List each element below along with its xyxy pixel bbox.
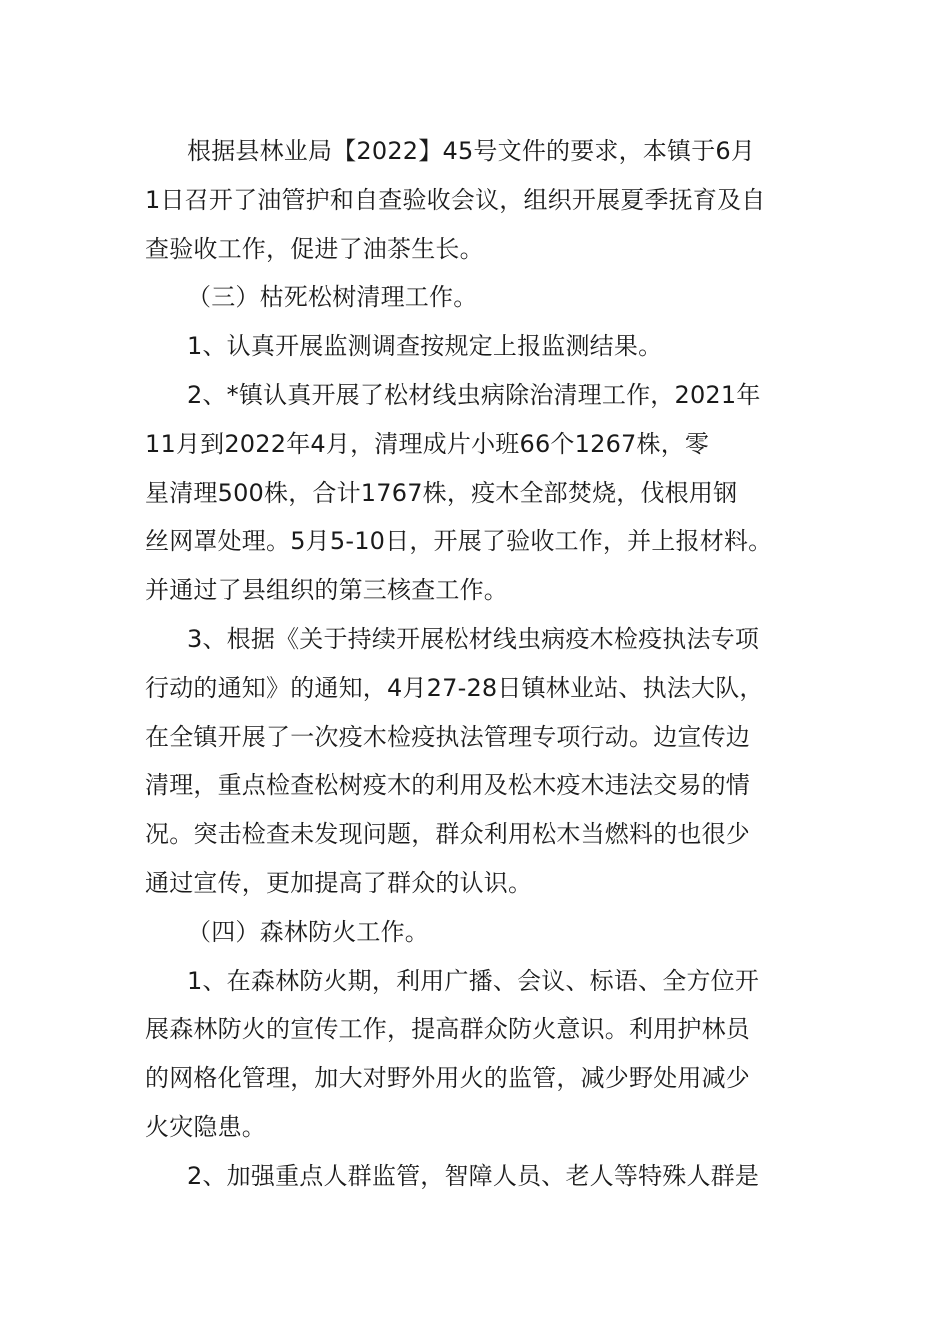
document-body — [145, 127, 835, 1201]
text-line: 况。突击检查未发现问题，群众利用松木当燃料的也很少 — [145, 820, 750, 849]
text-line: 星清理500株，合计1767株，疫木全部焚烧，伐根用钢 — [145, 478, 738, 507]
text-line: 清理，重点检查松树疫木的利用及松木疫木违法交易的情 — [145, 771, 750, 800]
text-line: 火灾隐患。 — [145, 1112, 266, 1141]
text-line: 展森林防火的宣传工作，提高群众防火意识。利用护林员 — [145, 1015, 750, 1044]
text-line: 行动的通知》的通知，4月27-28日镇林业站、执法大队， — [145, 673, 764, 702]
section-heading: （四）森林防火工作。 — [187, 917, 429, 946]
section-heading: （三）枯死松树清理工作。 — [187, 283, 478, 312]
text-line: 2、*镇认真开展了松材线虫病除治清理工作，2021年 — [187, 380, 761, 409]
text-line: 丝网罩处理。5月5-10日，开展了验收工作，并上报材料。 — [145, 527, 773, 556]
text-line: 并通过了县组织的第三核查工作。 — [145, 576, 508, 605]
text-line: 在全镇开展了一次疫木检疫执法管理专项行动。边宣传边 — [145, 722, 750, 751]
text-line: 2、加强重点人群监管，智障人员、老人等特殊人群是 — [187, 1161, 760, 1190]
text-line: 根据县林业局【2022】45号文件的要求，本镇于6月 — [187, 137, 756, 165]
text-line: 1、认真开展监测调查按规定上报监测结果。 — [187, 332, 663, 361]
text-line: 3、根据《关于持续开展松材线虫病疫木检疫执法专项 — [187, 624, 760, 653]
text-line: 查验收工作，促进了油茶生长。 — [145, 234, 484, 263]
text-line: 1日召开了油管护和自查验收会议，组织开展夏季抚育及自 — [145, 185, 766, 214]
text-line: 1、在森林防火期，利用广播、会议、标语、全方位开 — [187, 966, 760, 995]
text-line: 通过宣传，更加提高了群众的认识。 — [145, 868, 533, 897]
text-line: 的网格化管理，加大对野外用火的监管，减少野处用减少 — [145, 1064, 750, 1093]
text-line: 11月到2022年4月，清理成片小班66个1267株，零 — [145, 429, 710, 458]
